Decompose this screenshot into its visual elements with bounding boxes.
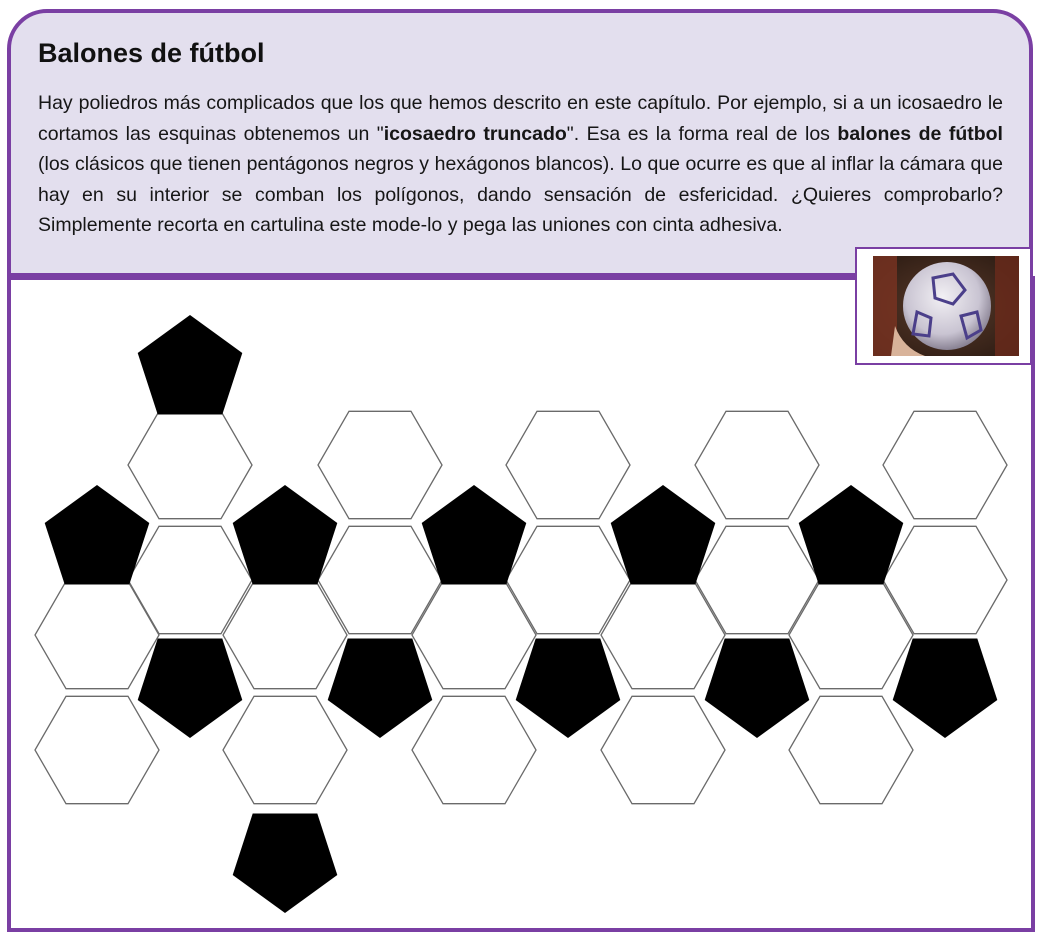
- hexagon-face-19: [601, 696, 725, 803]
- pentagon-face-1: [138, 315, 243, 415]
- hexagon-face-3: [506, 411, 630, 518]
- pentagon-face-5: [611, 485, 716, 585]
- pentagon-face-9: [516, 639, 621, 739]
- truncated-icosahedron-net: [11, 280, 1031, 928]
- pentagon-face-11: [893, 639, 998, 739]
- intro-bold-balones: balones de fútbol: [837, 122, 1003, 145]
- page-title: Balones de fútbol: [38, 38, 265, 68]
- hexagon-face-4: [695, 411, 819, 518]
- photo-frame: [855, 247, 1032, 365]
- pentagon-face-12: [233, 814, 338, 914]
- hexagon-face-5: [883, 411, 1007, 518]
- soccer-ball-photo: [873, 256, 1019, 356]
- pentagon-face-10: [705, 639, 810, 739]
- intro-text-1: Hay poliedros más complicados que los que hemos descrito en este capítulo. Por ejemplo, si a un icosaedro le cortamos las esquinas obtenemos un ": [38, 92, 1003, 145]
- hexagon-face-16: [35, 696, 159, 803]
- net-figure: [7, 276, 1035, 932]
- hexagon-face-18: [412, 696, 536, 803]
- photo-right-wall: [995, 256, 1019, 356]
- hexagon-face-20: [789, 696, 913, 803]
- intro-bold-icosaedro: icosaedro truncado: [383, 122, 567, 145]
- hexagon-face-1: [128, 411, 252, 518]
- hexagon-face-17: [223, 696, 347, 803]
- pentagon-face-2: [45, 485, 150, 585]
- pentagon-face-4: [422, 485, 527, 585]
- pentagon-face-7: [138, 639, 243, 739]
- hexagon-face-2: [318, 411, 442, 518]
- intro-paragraph: [38, 88, 1003, 241]
- intro-text-2: ". Esa es la forma real de los: [566, 122, 838, 145]
- pentagon-face-6: [799, 485, 904, 585]
- intro-text-3: (los clásicos que tienen pentágonos negros y hexágonos blancos). Lo que ocurre es que al inflar la cámara que hay en su interior se comban los polígonos, dando sensación de esfericidad. ¿Quieres comprobarlo? Simplemente recorta en cartulina este mode-lo y pega las uniones con cinta adhesiva.: [38, 153, 1003, 236]
- pentagon-face-3: [233, 485, 338, 585]
- pentagon-face-8: [328, 639, 433, 739]
